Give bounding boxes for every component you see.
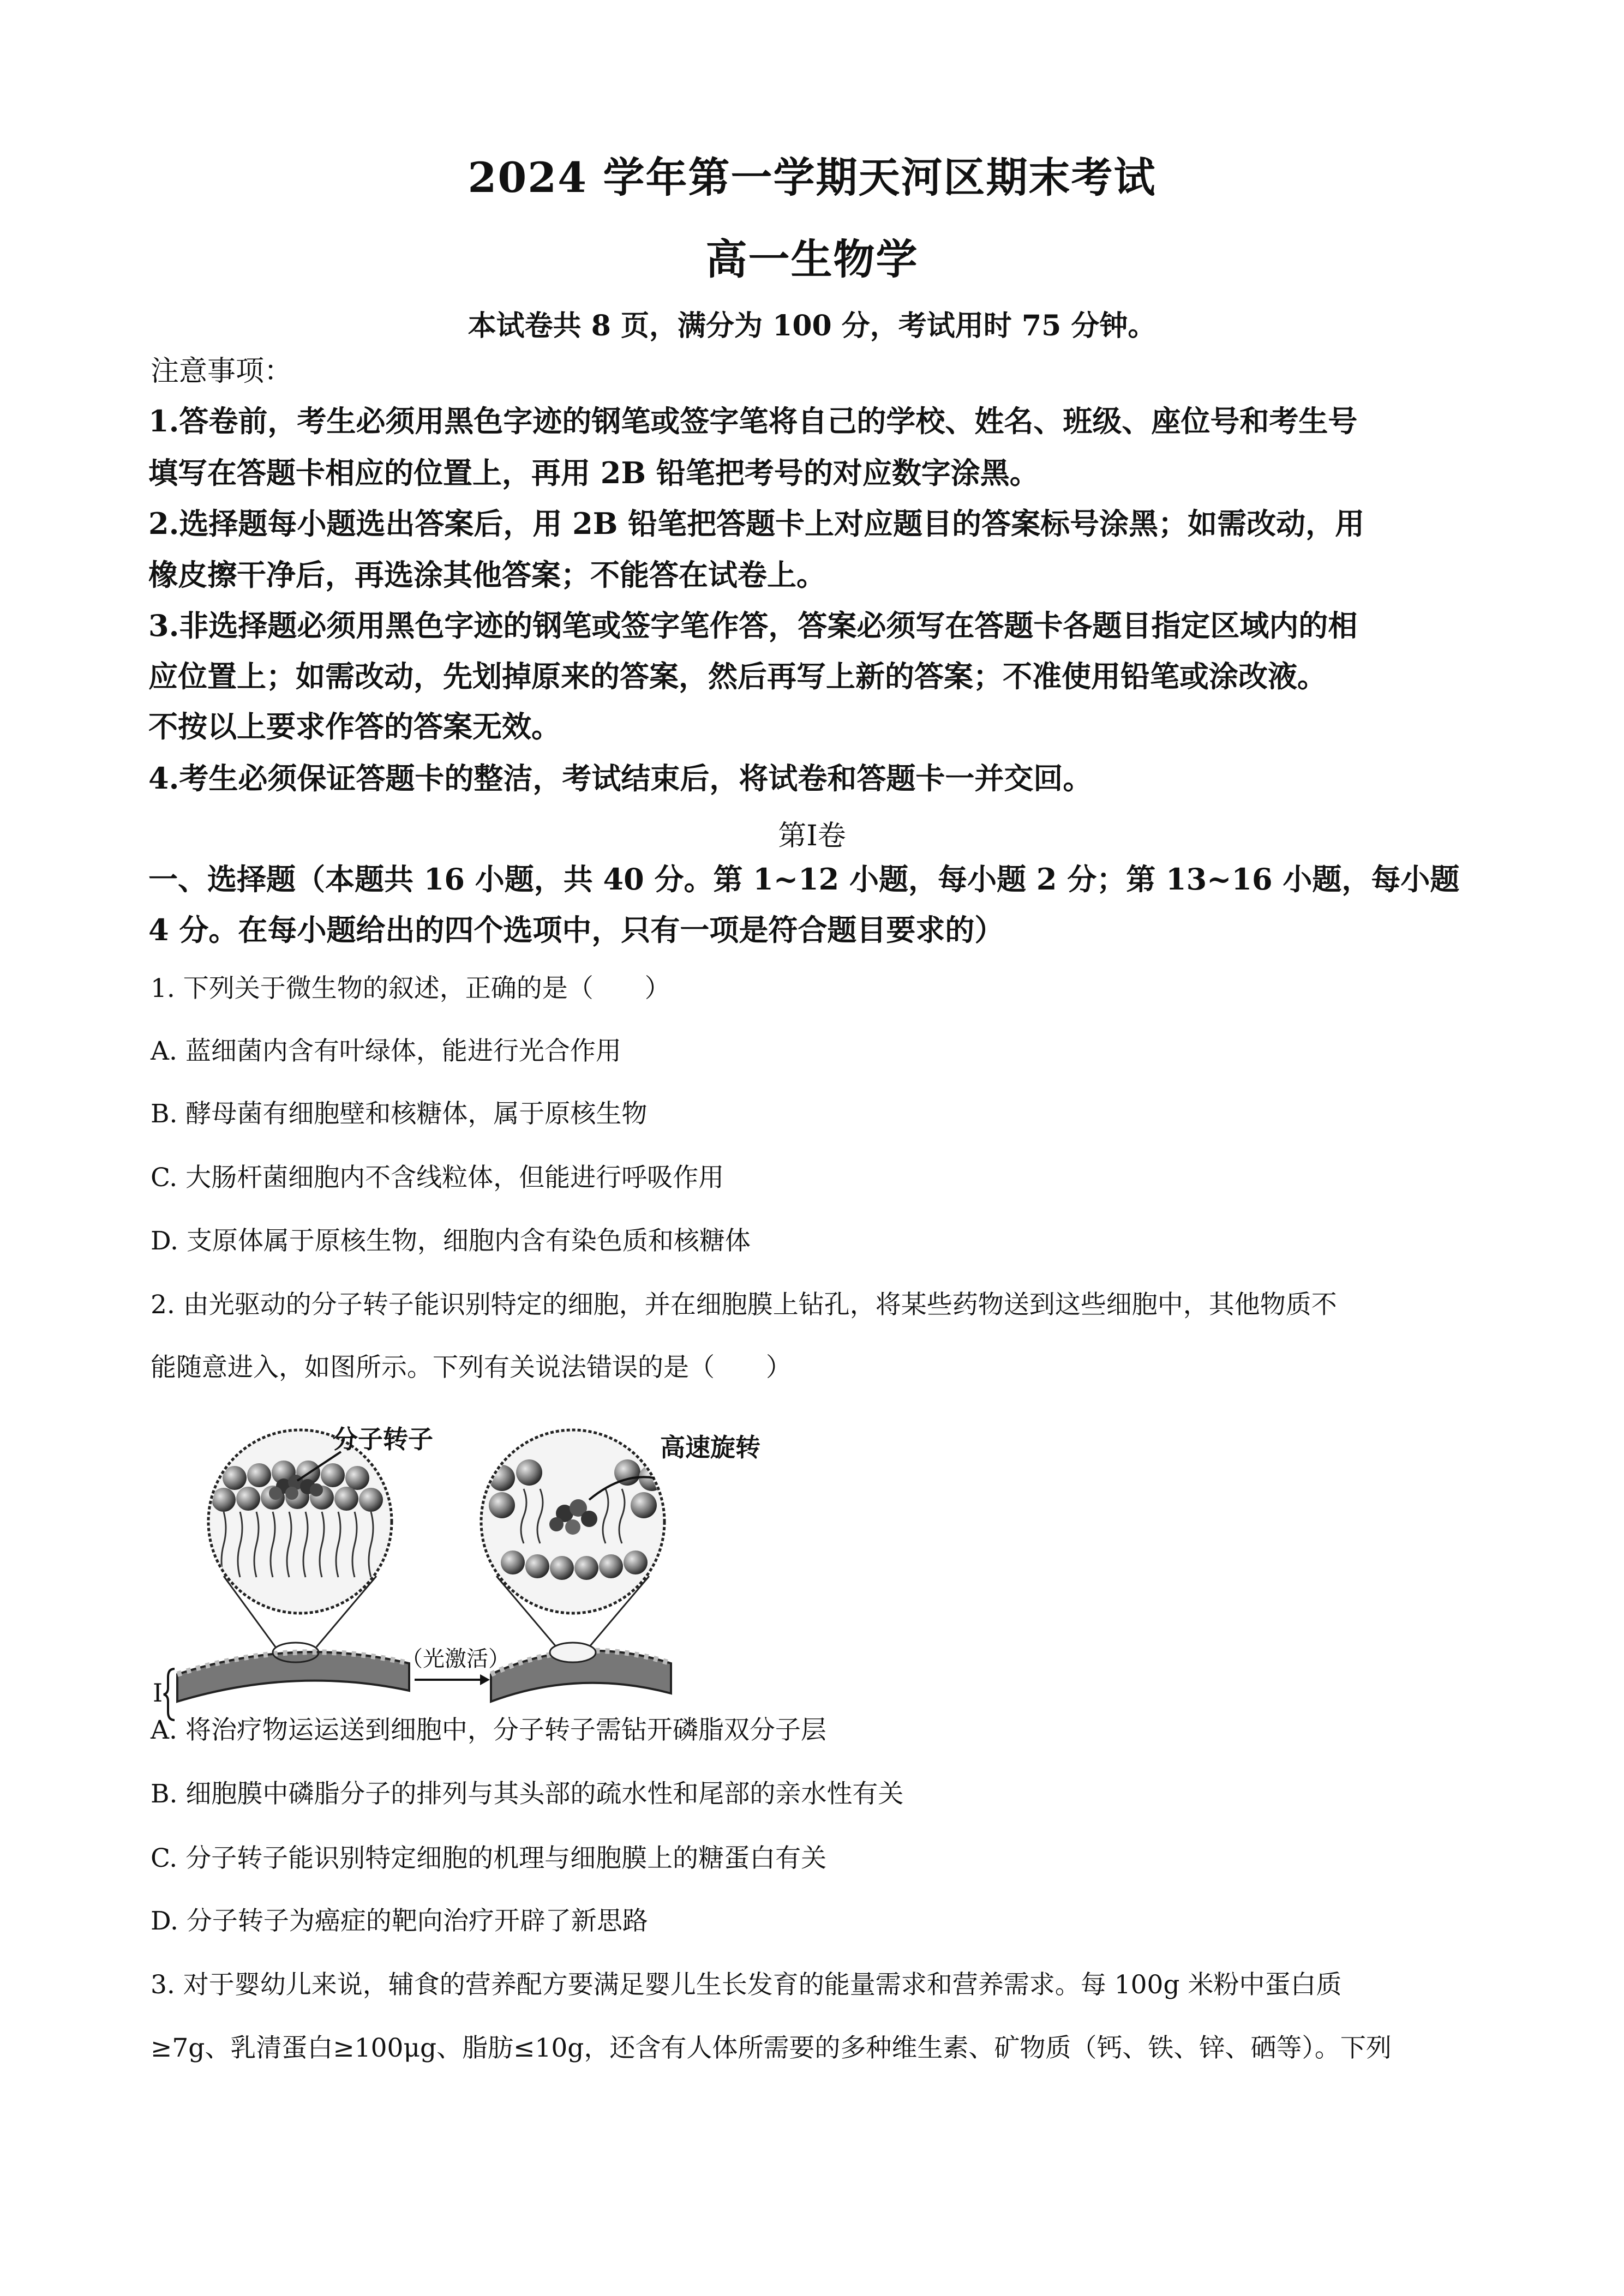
- zoom-circle-left: [208, 1430, 392, 1613]
- brace-icon: [164, 1669, 175, 1720]
- notice-line: 应位置上；如需改动，先划掉原来的答案，然后再写上新的答案；不准使用铅笔或涂改液。: [148, 659, 1327, 694]
- question-1-option-b: B. 酵母菌有细胞壁和核糖体，属于原核生物: [151, 1099, 648, 1129]
- question-2-option-c: C. 分子转子能识别特定细胞的机理与细胞膜上的糖蛋白有关: [151, 1843, 827, 1873]
- question-2-stem-line: 能随意进入，如图所示。下列有关说法错误的是（ ）: [151, 1353, 792, 1383]
- notice-line: 2.选择题每小题选出答案后，用 2B 铅笔把答题卡上对应题目的答案标号涂黑；如需改动，用: [148, 506, 1365, 541]
- notice-line: 4.考生必须保证答题卡的整洁，考试结束后，将试卷和答题卡一并交回。: [148, 761, 1093, 796]
- light-activation-arrow: [415, 1674, 490, 1685]
- question-1-option-d: D. 支原体属于原核生物，细胞内含有染色质和核糖体: [151, 1226, 751, 1256]
- notice-heading: 注意事项：: [151, 355, 293, 388]
- notice-line: 1.答卷前，考生必须用黑色字迹的钢笔或签字笔将自己的学校、姓名、班级、座位号和考生号: [148, 404, 1358, 438]
- question-2-stem-line: 2. 由光驱动的分子转子能识别特定的细胞，并在细胞膜上钻孔，将某些药物送到这些细胞中，其他物质不: [151, 1290, 1337, 1320]
- question-1-option-c: C. 大肠杆菌细胞内不含线粒体，但能进行呼吸作用: [151, 1163, 724, 1193]
- section-heading-line: 4 分。在每小题给出的四个选项中，只有一项是符合题目要求的）: [148, 912, 1004, 947]
- question-2-option-a: A. 将治疗物运运送到细胞中，分子转子需钻开磷脂双分子层: [151, 1715, 826, 1745]
- label-high-speed-rotation: 高速旋转: [660, 1433, 760, 1462]
- exam-meta: 本试卷共 8 页，满分为 100 分，考试用时 75 分钟。: [468, 309, 1156, 342]
- question-1-stem: 1. 下列关于微生物的叙述，正确的是（ ）: [151, 973, 670, 1003]
- exam-title: 2024 学年第一学期天河区期末考试: [468, 153, 1156, 202]
- section-heading-line: 一、选择题（本题共 16 小题，共 40 分。第 1~12 小题，每小题 2 分；第 13~16 小题，每小题: [148, 862, 1460, 897]
- question-2-option-d: D. 分子转子为癌症的靶向治疗开辟了新思路: [151, 1906, 648, 1936]
- notice-line: 3.非选择题必须用黑色字迹的钢笔或签字笔作答，答案必须写在答题卡各题目指定区域内的相: [148, 608, 1358, 643]
- zoom-circle-right: [481, 1430, 665, 1613]
- question-2-option-b: B. 细胞膜中磷脂分子的排列与其头部的疏水性和尾部的亲水性有关: [151, 1779, 904, 1809]
- question-3-stem-line: ≥7g、乳清蛋白≥100μg、脂肪≤10g，还含有人体所需要的多种维生素、矿物质（钙、铁、锌、硒等）。下列: [151, 2033, 1392, 2063]
- notice-line: 橡皮擦干净后，再选涂其他答案；不能答在试卷上。: [148, 557, 826, 592]
- membrane-rotor-figure: [153, 1418, 829, 1723]
- volume-label: 第Ⅰ卷: [778, 820, 846, 852]
- notice-line: 不按以上要求作答的答案无效。: [148, 709, 561, 744]
- membrane-right: [491, 1643, 671, 1702]
- question-1-option-a: A. 蓝细菌内含有叶绿体，能进行光合作用: [151, 1036, 621, 1066]
- question-3-stem-line: 3. 对于婴幼儿来说，辅食的营养配方要满足婴儿生长发育的能量需求和营养需求。每 100g 米粉中蛋白质: [151, 1970, 1342, 2000]
- label-light-activation: （光激活）: [401, 1646, 510, 1672]
- membrane-left: [177, 1643, 409, 1702]
- subject-title: 高一生物学: [705, 235, 919, 284]
- label-molecular-rotor: 分子转子: [333, 1425, 433, 1454]
- notice-line: 填写在答题卡相应的位置上，再用 2B 铅笔把考号的对应数字涂黑。: [148, 455, 1039, 490]
- label-I: I: [153, 1678, 163, 1708]
